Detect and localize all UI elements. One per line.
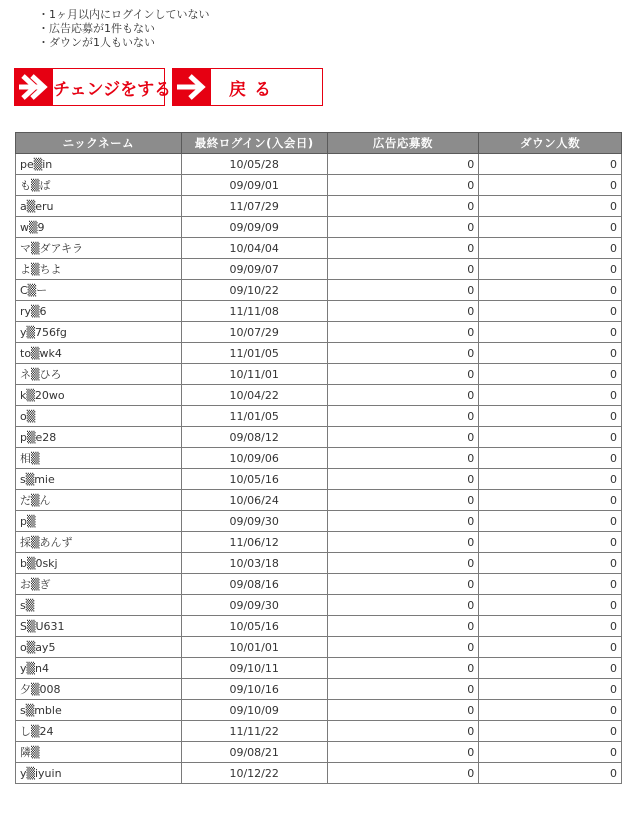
cell-nickname: s▒ bbox=[16, 595, 182, 616]
header-nickname: ニックネーム bbox=[16, 133, 182, 154]
cell-ad-applications: 0 bbox=[327, 427, 479, 448]
cell-last-login: 09/08/16 bbox=[181, 574, 327, 595]
cell-nickname: マ▒ダアキラ bbox=[16, 238, 182, 259]
note-no-ad-application: ・広告応募が1件もない bbox=[38, 22, 155, 35]
cell-downline-count: 0 bbox=[479, 196, 622, 217]
cell-nickname: w▒9 bbox=[16, 217, 182, 238]
cell-ad-applications: 0 bbox=[327, 385, 479, 406]
cell-ad-applications: 0 bbox=[327, 742, 479, 763]
cell-last-login: 11/06/12 bbox=[181, 532, 327, 553]
table-row bbox=[16, 742, 622, 763]
table-row bbox=[16, 175, 622, 196]
cell-nickname: y▒756fg bbox=[16, 322, 182, 343]
cell-nickname: o▒ay5 bbox=[16, 637, 182, 658]
cell-nickname: ry▒6 bbox=[16, 301, 182, 322]
cell-ad-applications: 0 bbox=[327, 595, 479, 616]
cell-downline-count: 0 bbox=[479, 595, 622, 616]
cell-downline-count: 0 bbox=[479, 532, 622, 553]
cell-downline-count: 0 bbox=[479, 280, 622, 301]
cell-downline-count: 0 bbox=[479, 217, 622, 238]
cell-downline-count: 0 bbox=[479, 490, 622, 511]
cell-downline-count: 0 bbox=[479, 469, 622, 490]
header-last-login: 最終ログイン(入会日) bbox=[181, 133, 327, 154]
cell-downline-count: 0 bbox=[479, 658, 622, 679]
cell-downline-count: 0 bbox=[479, 448, 622, 469]
cell-last-login: 10/11/01 bbox=[181, 364, 327, 385]
arrow-right-icon bbox=[15, 69, 53, 105]
cell-last-login: 10/05/28 bbox=[181, 154, 327, 175]
cell-downline-count: 0 bbox=[479, 175, 622, 196]
table-row bbox=[16, 385, 622, 406]
cell-last-login: 10/07/29 bbox=[181, 322, 327, 343]
cell-nickname: C▒ー bbox=[16, 280, 182, 301]
cell-ad-applications: 0 bbox=[327, 553, 479, 574]
cell-ad-applications: 0 bbox=[327, 364, 479, 385]
table-row bbox=[16, 763, 622, 784]
cell-nickname: s▒mie bbox=[16, 469, 182, 490]
table-row bbox=[16, 280, 622, 301]
cell-ad-applications: 0 bbox=[327, 511, 479, 532]
cell-ad-applications: 0 bbox=[327, 490, 479, 511]
cell-downline-count: 0 bbox=[479, 742, 622, 763]
cell-last-login: 09/08/21 bbox=[181, 742, 327, 763]
cell-nickname: 相▒ bbox=[16, 448, 182, 469]
table-row bbox=[16, 427, 622, 448]
cell-ad-applications: 0 bbox=[327, 259, 479, 280]
cell-downline-count: 0 bbox=[479, 574, 622, 595]
table-row bbox=[16, 616, 622, 637]
cell-ad-applications: 0 bbox=[327, 343, 479, 364]
table-row bbox=[16, 700, 622, 721]
table-row bbox=[16, 154, 622, 175]
table-header-row bbox=[16, 133, 622, 154]
table-row bbox=[16, 217, 622, 238]
cell-nickname: k▒20wo bbox=[16, 385, 182, 406]
cell-nickname: S▒U631 bbox=[16, 616, 182, 637]
cell-ad-applications: 0 bbox=[327, 574, 479, 595]
cell-downline-count: 0 bbox=[479, 385, 622, 406]
cell-ad-applications: 0 bbox=[327, 406, 479, 427]
back-button-label: 戻る bbox=[229, 79, 279, 100]
cell-nickname: ネ▒ひろ bbox=[16, 364, 182, 385]
cell-nickname: pe▒in bbox=[16, 154, 182, 175]
cell-ad-applications: 0 bbox=[327, 448, 479, 469]
cell-ad-applications: 0 bbox=[327, 658, 479, 679]
cell-last-login: 10/12/22 bbox=[181, 763, 327, 784]
cell-nickname: よ▒ちよ bbox=[16, 259, 182, 280]
cell-ad-applications: 0 bbox=[327, 217, 479, 238]
table-row bbox=[16, 301, 622, 322]
cell-downline-count: 0 bbox=[479, 259, 622, 280]
cell-last-login: 11/01/05 bbox=[181, 343, 327, 364]
table-row bbox=[16, 322, 622, 343]
cell-last-login: 11/07/29 bbox=[181, 196, 327, 217]
cell-last-login: 11/11/08 bbox=[181, 301, 327, 322]
cell-downline-count: 0 bbox=[479, 343, 622, 364]
cell-downline-count: 0 bbox=[479, 616, 622, 637]
cell-last-login: 09/10/11 bbox=[181, 658, 327, 679]
table-row bbox=[16, 637, 622, 658]
table-row bbox=[16, 658, 622, 679]
table-row bbox=[16, 448, 622, 469]
table-row bbox=[16, 721, 622, 742]
cell-ad-applications: 0 bbox=[327, 154, 479, 175]
cell-ad-applications: 0 bbox=[327, 616, 479, 637]
cell-nickname: 隣▒ bbox=[16, 742, 182, 763]
cell-downline-count: 0 bbox=[479, 721, 622, 742]
cell-ad-applications: 0 bbox=[327, 238, 479, 259]
cell-last-login: 10/09/06 bbox=[181, 448, 327, 469]
back-button[interactable] bbox=[172, 68, 323, 106]
cell-downline-count: 0 bbox=[479, 301, 622, 322]
header-ad-applications: 広告応募数 bbox=[327, 133, 479, 154]
cell-downline-count: 0 bbox=[479, 679, 622, 700]
cell-last-login: 10/04/04 bbox=[181, 238, 327, 259]
cell-ad-applications: 0 bbox=[327, 532, 479, 553]
cell-nickname: to▒wk4 bbox=[16, 343, 182, 364]
cell-last-login: 09/10/09 bbox=[181, 700, 327, 721]
cell-downline-count: 0 bbox=[479, 511, 622, 532]
change-button-label: チェンジをする bbox=[53, 79, 172, 100]
cell-downline-count: 0 bbox=[479, 553, 622, 574]
cell-downline-count: 0 bbox=[479, 700, 622, 721]
cell-last-login: 10/03/18 bbox=[181, 553, 327, 574]
cell-ad-applications: 0 bbox=[327, 637, 479, 658]
cell-ad-applications: 0 bbox=[327, 280, 479, 301]
cell-nickname: b▒0skj bbox=[16, 553, 182, 574]
table-row bbox=[16, 553, 622, 574]
cell-nickname: お▒ぎ bbox=[16, 574, 182, 595]
table-row bbox=[16, 238, 622, 259]
table-row bbox=[16, 490, 622, 511]
cell-ad-applications: 0 bbox=[327, 301, 479, 322]
cell-last-login: 09/09/30 bbox=[181, 511, 327, 532]
table-row bbox=[16, 406, 622, 427]
cell-downline-count: 0 bbox=[479, 154, 622, 175]
cell-downline-count: 0 bbox=[479, 637, 622, 658]
cell-nickname: p▒e28 bbox=[16, 427, 182, 448]
cell-downline-count: 0 bbox=[479, 406, 622, 427]
cell-nickname: 採▒あんず bbox=[16, 532, 182, 553]
condition-notes bbox=[38, 8, 209, 50]
table-row bbox=[16, 196, 622, 217]
cell-last-login: 10/06/24 bbox=[181, 490, 327, 511]
cell-nickname: y▒iyuin bbox=[16, 763, 182, 784]
cell-nickname: o▒ bbox=[16, 406, 182, 427]
cell-nickname: y▒n4 bbox=[16, 658, 182, 679]
cell-nickname: し▒24 bbox=[16, 721, 182, 742]
member-table bbox=[15, 132, 622, 784]
table-row bbox=[16, 574, 622, 595]
cell-downline-count: 0 bbox=[479, 238, 622, 259]
table-row bbox=[16, 595, 622, 616]
cell-last-login: 09/09/01 bbox=[181, 175, 327, 196]
cell-ad-applications: 0 bbox=[327, 196, 479, 217]
table-row bbox=[16, 511, 622, 532]
cell-ad-applications: 0 bbox=[327, 700, 479, 721]
cell-downline-count: 0 bbox=[479, 763, 622, 784]
change-button[interactable] bbox=[14, 68, 172, 106]
table-row bbox=[16, 532, 622, 553]
table-row bbox=[16, 259, 622, 280]
cell-last-login: 09/09/30 bbox=[181, 595, 327, 616]
cell-ad-applications: 0 bbox=[327, 469, 479, 490]
cell-nickname: だ▒ん bbox=[16, 490, 182, 511]
table-row bbox=[16, 343, 622, 364]
cell-ad-applications: 0 bbox=[327, 721, 479, 742]
table-row bbox=[16, 364, 622, 385]
cell-last-login: 09/09/09 bbox=[181, 217, 327, 238]
table-row bbox=[16, 469, 622, 490]
cell-ad-applications: 0 bbox=[327, 175, 479, 196]
note-no-downline: ・ダウンが1人もいない bbox=[38, 36, 155, 49]
cell-last-login: 09/10/16 bbox=[181, 679, 327, 700]
arrow-right-icon bbox=[173, 69, 211, 105]
cell-nickname: a▒eru bbox=[16, 196, 182, 217]
cell-nickname: p▒ bbox=[16, 511, 182, 532]
cell-downline-count: 0 bbox=[479, 364, 622, 385]
cell-ad-applications: 0 bbox=[327, 322, 479, 343]
cell-last-login: 09/10/22 bbox=[181, 280, 327, 301]
note-no-login: ・1ヶ月以内にログインしていない bbox=[38, 8, 210, 21]
cell-downline-count: 0 bbox=[479, 427, 622, 448]
cell-ad-applications: 0 bbox=[327, 679, 479, 700]
header-downline-count: ダウン人数 bbox=[479, 133, 622, 154]
cell-last-login: 09/08/12 bbox=[181, 427, 327, 448]
cell-last-login: 11/01/05 bbox=[181, 406, 327, 427]
cell-last-login: 10/04/22 bbox=[181, 385, 327, 406]
cell-nickname: も▒ぱ bbox=[16, 175, 182, 196]
cell-last-login: 10/01/01 bbox=[181, 637, 327, 658]
cell-nickname: s▒mble bbox=[16, 700, 182, 721]
cell-last-login: 09/09/07 bbox=[181, 259, 327, 280]
cell-nickname: 夕▒008 bbox=[16, 679, 182, 700]
cell-last-login: 10/05/16 bbox=[181, 616, 327, 637]
cell-last-login: 11/11/22 bbox=[181, 721, 327, 742]
cell-downline-count: 0 bbox=[479, 322, 622, 343]
cell-ad-applications: 0 bbox=[327, 763, 479, 784]
table-row bbox=[16, 679, 622, 700]
cell-last-login: 10/05/16 bbox=[181, 469, 327, 490]
